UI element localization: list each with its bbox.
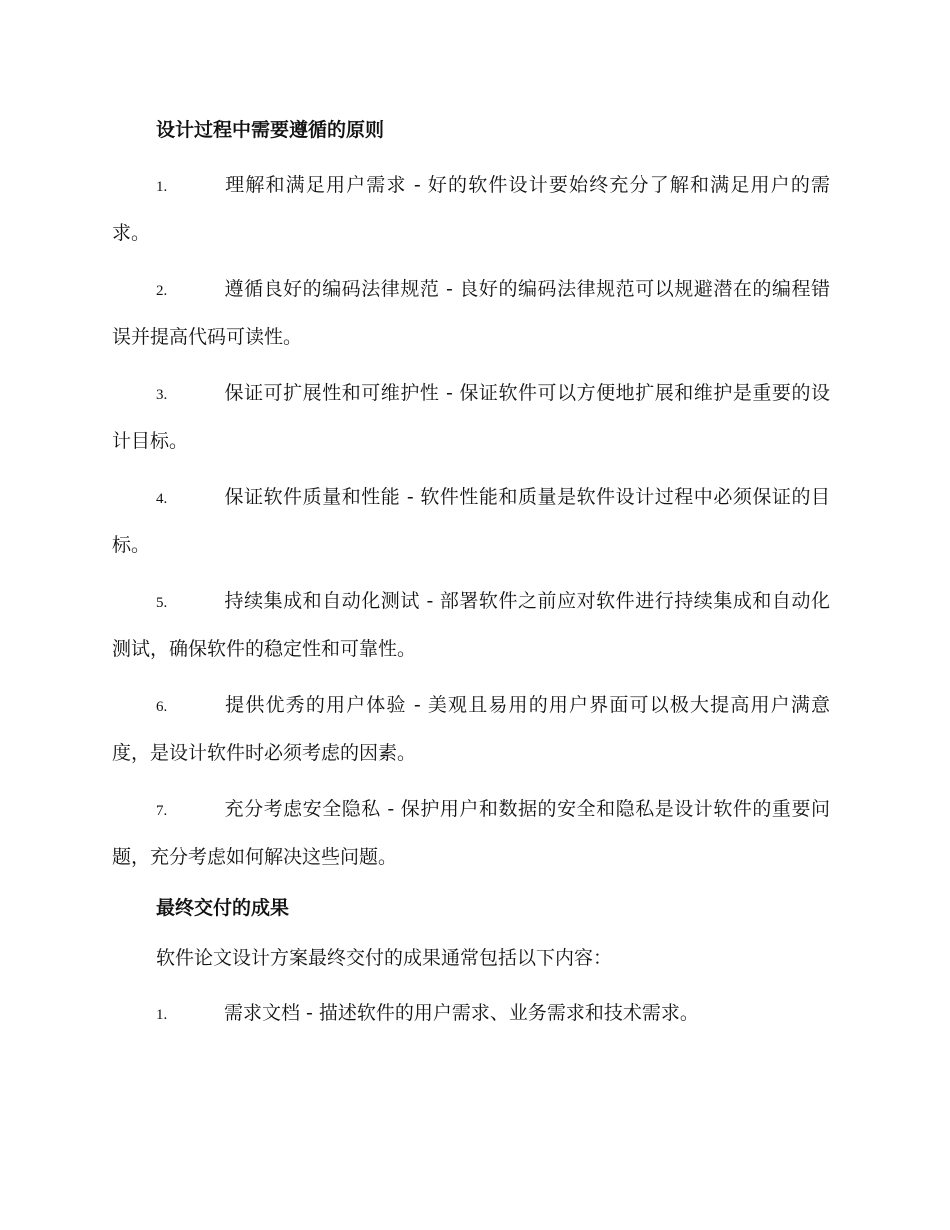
section-heading-principles: 设计过程中需要遵循的原则 [156, 119, 385, 141]
list-item-text: 保证可扩展性和可维护性 - 保证软件可以方便地扩展和维护是重要的设计目标。 [112, 382, 830, 452]
list-item-text: 提供优秀的用户体验 - 美观且易用的用户界面可以极大提高用户满意度，是设计软件时必须考虑的因素。 [112, 694, 830, 764]
list-item [112, 266, 830, 360]
list-item-text: 充分考虑安全隐私 - 保护用户和数据的安全和隐私是设计软件的重要问题，充分考虑如何解决这些问题。 [112, 798, 830, 868]
document-content [112, 112, 830, 1048]
list-number: 7. [156, 803, 168, 819]
list-item [112, 162, 830, 256]
list-number: 3. [156, 387, 168, 403]
list-item [112, 786, 830, 880]
list-number: 2. [156, 283, 168, 299]
list-item-text: 遵循良好的编码法律规范 - 良好的编码法律规范可以规避潜在的编程错误并提高代码可读性。 [112, 278, 830, 348]
list-number: 1. [156, 1007, 168, 1023]
list-number: 1. [156, 179, 168, 195]
list-item-text: 理解和满足用户需求 - 好的软件设计要始终充分了解和满足用户的需求。 [112, 174, 830, 244]
list-number: 6. [156, 699, 168, 715]
list-item [112, 474, 830, 568]
list-item [112, 682, 830, 776]
section-heading-deliverables: 最终交付的成果 [156, 897, 290, 919]
list-item [112, 990, 830, 1038]
list-number: 4. [156, 491, 168, 507]
list-item-text: 需求文档 - 描述软件的用户需求、业务需求和技术需求。 [224, 1002, 699, 1024]
list-item-text: 持续集成和自动化测试 - 部署软件之前应对软件进行持续集成和自动化测试，确保软件的稳定性和可靠性。 [112, 590, 830, 660]
list-item [112, 370, 830, 464]
list-number: 5. [156, 595, 168, 611]
section-intro-paragraph: 软件论文设计方案最终交付的成果通常包括以下内容： [156, 947, 613, 969]
list-item [112, 578, 830, 672]
list-item-text: 保证软件质量和性能 - 软件性能和质量是软件设计过程中必须保证的目标。 [112, 486, 830, 556]
